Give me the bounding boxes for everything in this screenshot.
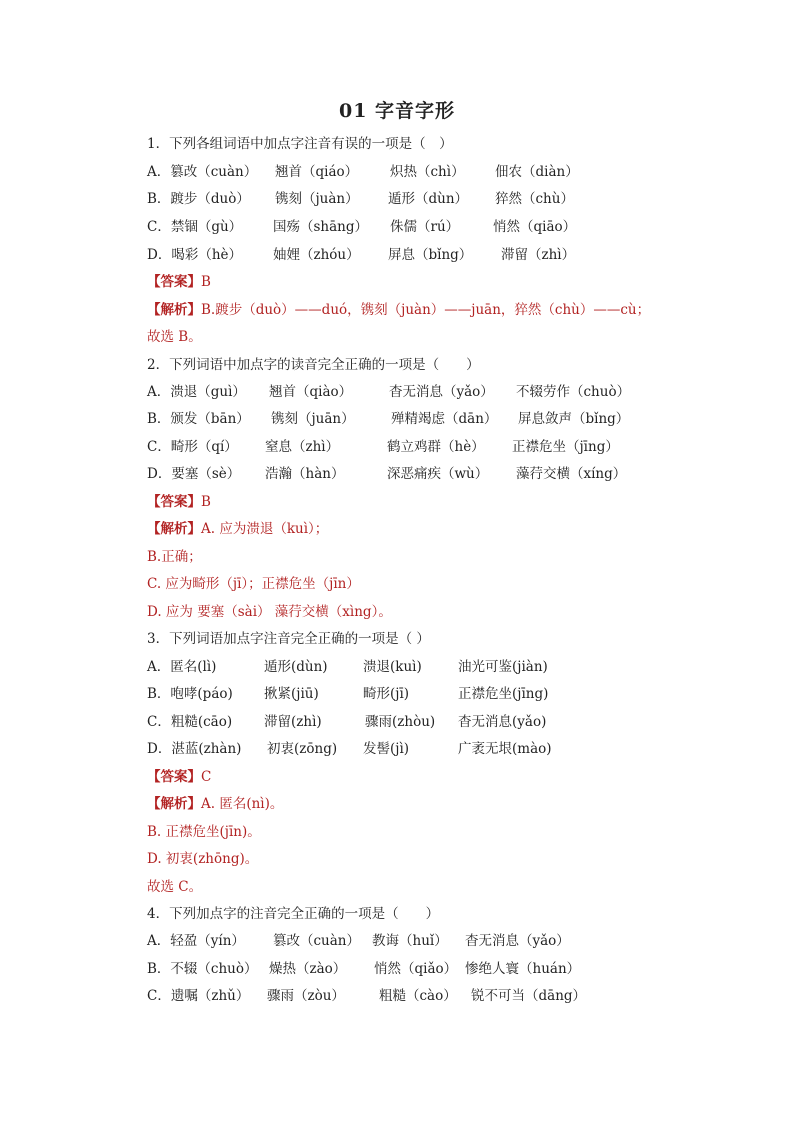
q4-option-c [147,985,647,1007]
q1-c-1: C．禁锢（gù） [147,219,243,235]
q4-b-3: 悄然（qiǎo） [374,961,458,977]
q2-a-1: A．溃退（guì） [147,384,246,400]
q1-option-c [147,216,647,238]
q1-c-4: 悄然（qiāo） [493,219,577,235]
q1-option-b [147,188,647,210]
q2-d-4: 藻荇交横（xíng） [516,466,627,482]
q3-b-1: B．咆哮(páo) [147,686,233,702]
q1-c-2: 国殇（shāng） [273,219,369,235]
q3-d-3: 发髻(jì) [363,741,410,757]
q1-a-1: A．篡改（cuàn） [147,164,258,180]
q3-option-b [147,683,647,705]
q2-c-4: 正襟危坐（jīng） [512,439,619,455]
q1-answer [147,271,211,293]
question-3-stem: 3．下列词语加点字注音完全正确的一项是（ ） [147,631,430,647]
q4-a-1: A．轻盈（yín） [147,933,245,949]
q3-option-d [147,738,647,760]
analysis-label: 【解析】 [147,302,201,318]
q1-b-4: 猝然（chù） [495,191,574,207]
q1-a-4: 佃农（diàn） [495,164,579,180]
q2-option-a [147,381,647,403]
q1-d-3: 屏息（bǐng） [388,247,473,263]
q4-b-1: B．不辍（chuò） [147,961,258,977]
q4-b-2: 燥热（zào） [269,961,347,977]
q3-a-3: 溃退(kuì) [363,659,422,675]
answer-label: 【答案】 [147,494,201,510]
q3-analysis-line-3: D. 初衷(zhōng)。 [147,851,259,867]
answer-value: B [201,494,211,510]
answer-label: 【答案】 [147,769,201,785]
q2-analysis [147,518,328,540]
q2-c-3: 鹤立鸡群（hè） [387,439,485,455]
q3-c-2: 滞留(zhì) [264,714,322,730]
q3-b-3: 畸形(jī) [363,686,410,702]
q4-c-3: 粗糙（cào） [379,988,457,1004]
analysis-label: 【解析】 [147,521,201,537]
q3-d-4: 广袤无垠(mào) [458,741,552,757]
q2-c-2: 窒息（zhì） [265,439,340,455]
q3-answer [147,766,211,788]
q4-option-a [147,930,647,952]
q1-b-1: B．踱步（duò） [147,191,250,207]
q2-b-2: 镌刻（juān） [271,411,355,427]
q2-analysis-line-3: C. 应为畸形（jī）；正襟危坐（jīn） [147,576,360,592]
q3-analysis [147,793,283,815]
q1-option-a [147,161,647,183]
q1-d-2: 妯娌（zhóu） [273,247,360,263]
q3-c-3: 骤雨(zhòu) [365,714,436,730]
analysis-text: A. 匿名(nì)。 [201,796,284,812]
q4-c-4: 锐不可当（dāng） [471,988,587,1004]
q1-d-4: 滞留（zhì） [501,247,576,263]
q3-a-4: 油光可鉴(jiàn) [458,659,548,675]
analysis-text: B.踱步（duò）——duó，镌刻（juàn）——juān，猝然（chù）——cù； [201,302,651,318]
analysis-label: 【解析】 [147,796,201,812]
q4-a-3: 教诲（huǐ） [372,933,448,949]
q4-b-4: 惨绝人寰（huán） [465,961,581,977]
q2-a-4: 不辍劳作（chuò） [516,384,631,400]
question-4-stem: 4．下列加点字的注音完全正确的一项是（ ） [147,906,440,922]
q3-conclusion: 故选 C。 [147,879,203,895]
q2-option-b [147,408,647,430]
q2-b-1: B．颁发（bān） [147,411,250,427]
q2-d-2: 浩瀚（hàn） [265,466,345,482]
q2-a-2: 翘首（qiào） [269,384,353,400]
page-title: 01 字音字形 [338,100,456,122]
q1-conclusion: 故选 B。 [147,329,202,345]
q1-c-3: 侏儒（rú） [390,219,460,235]
q3-d-1: D．湛蓝(zhàn) [147,741,242,757]
q1-d-1: D．喝彩（hè） [147,247,243,263]
q2-d-3: 深恶痛疾（wù） [387,466,489,482]
q1-option-d [147,244,647,266]
question-1-stem: 1．下列各组词语中加点字注音有误的一项是（ ） [147,136,453,152]
answer-value: B [201,274,211,290]
q2-c-1: C．畸形（qí） [147,439,238,455]
q3-a-1: A．匿名(lì) [147,659,217,675]
q1-analysis [147,299,650,321]
q2-b-4: 屏息敛声（bǐng） [518,411,630,427]
q4-a-2: 篡改（cuàn） [273,933,360,949]
analysis-text: A. 应为溃退（kuì）； [201,521,329,537]
q2-b-3: 殚精竭虑（dān） [391,411,498,427]
q3-a-2: 遁形(dùn) [264,659,328,675]
q2-a-3: 杳无消息（yǎo） [389,384,494,400]
q2-analysis-line-4: D. 应为 要塞（sài） 藻荇交横（xìng）。 [147,604,392,620]
q2-answer [147,491,211,513]
q3-c-1: C．粗糙(cāo) [147,714,233,730]
q4-c-1: C．遗嘱（zhǔ） [147,988,250,1004]
answer-value: C [201,769,212,785]
q2-option-c [147,436,647,458]
question-2-stem: 2．下列词语中加点字的读音完全正确的一项是（ ） [147,357,480,373]
q2-analysis-line-2: B.正确； [147,549,202,565]
q4-option-b [147,958,647,980]
q1-a-3: 炽热（chì） [390,164,465,180]
q3-b-2: 揪紧(jiū) [264,686,319,702]
q4-c-2: 骤雨（zòu） [267,988,345,1004]
q3-option-a [147,656,647,678]
q3-option-c [147,711,647,733]
q3-b-4: 正襟危坐(jīng) [458,686,549,702]
q1-a-2: 翘首（qiáo） [275,164,359,180]
q1-b-3: 遁形（dùn） [388,191,469,207]
q3-analysis-line-2: B. 正襟危坐(jīn)。 [147,824,261,840]
answer-label: 【答案】 [147,274,201,290]
q1-b-2: 镌刻（juàn） [275,191,359,207]
q2-d-1: D．要塞（sè） [147,466,241,482]
q3-c-4: 杳无消息(yǎo) [458,714,547,730]
q2-option-d [147,463,647,485]
q4-a-4: 杳无消息（yǎo） [465,933,570,949]
q3-d-2: 初衷(zōng) [267,741,338,757]
